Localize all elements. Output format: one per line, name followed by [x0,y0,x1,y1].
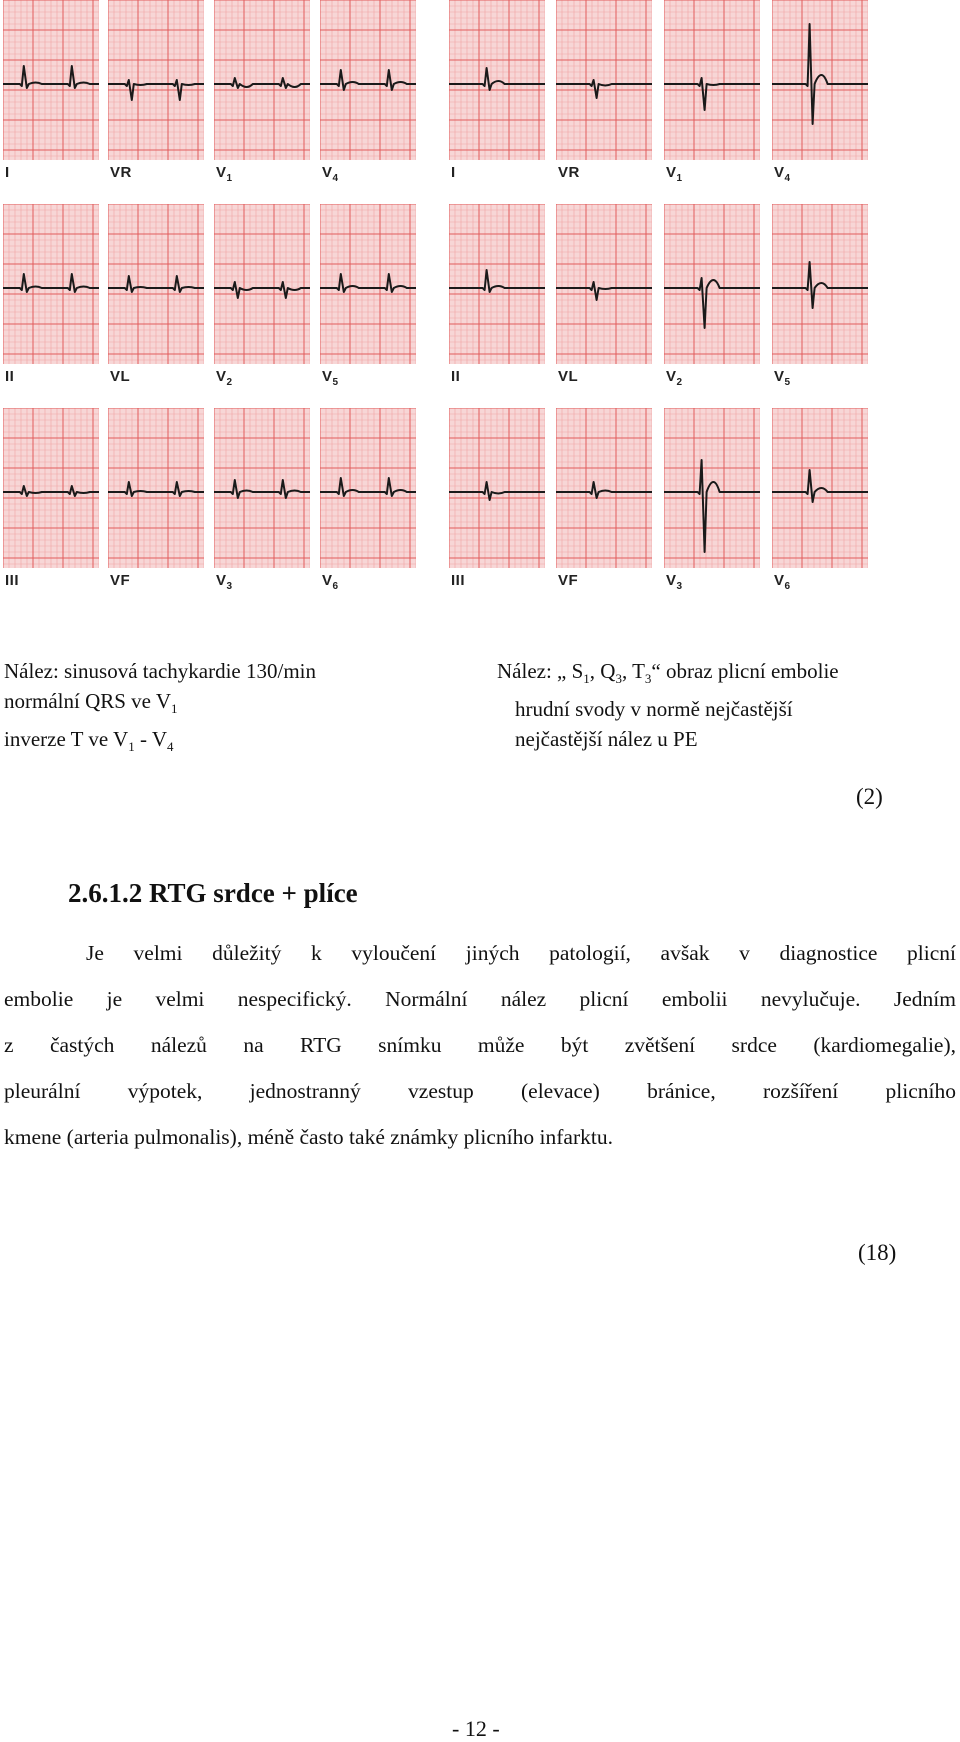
ecg-lead-i [449,0,545,160]
caption-left-line1: Nález: sinusová tachykardie 130/min [4,659,316,683]
ecg-lead-label: $V_3$ [666,572,683,592]
ecg-lead-v3 [214,408,310,568]
ecg-grid [664,0,760,160]
ecg-lead-label: VR [558,164,580,181]
ecg-grid [449,408,545,568]
body-paragraph [4,930,956,1160]
paragraph-line: embolie je velmi nespecifický. Normální nález plicní embolii nevylučuje. Jedním [4,987,956,1011]
ecg-lead-label: $V_2$ [666,368,683,388]
ecg-grid [320,0,416,160]
ecg-lead-label: VL [110,368,131,385]
ecg-lead-ii [449,204,545,364]
ecg-lead-v5 [320,204,416,364]
ecg-lead-label: $V_5$ [322,368,339,388]
ecg-lead-vr [556,0,652,160]
ecg-grid [320,408,416,568]
ecg-lead-v1 [214,0,310,160]
ecg-lead-v2 [664,204,760,364]
paragraph-line: z častých nálezů na RTG snímku může být zvětšení srdce (kardiomegalie), [4,1033,956,1057]
caption-right-line2: hrudní svody v normě nejčastější [515,697,793,722]
ecg-lead-label: $V_2$ [216,368,233,388]
caption-left [4,656,316,762]
ecg-grid [664,408,760,568]
ecg-grid [108,408,204,568]
ecg-panel-right [446,0,960,662]
ecg-grid [3,204,99,364]
ecg-lead-vl [556,204,652,364]
ecg-lead-label: II [451,368,461,385]
ecg-lead-label: $V_3$ [216,572,233,592]
ecg-panel-left [0,0,420,662]
ecg-grid [772,204,868,364]
ecg-lead-v6 [320,408,416,568]
page-number: - 12 - [452,1716,500,1741]
ecg-lead-vf [556,408,652,568]
ecg-grid [556,204,652,364]
ecg-lead-i [3,0,99,160]
ecg-lead-label: VF [110,572,131,589]
ecg-grid [772,0,868,160]
ecg-lead-v1 [664,0,760,160]
ecg-grid [556,0,652,160]
ecg-lead-v3 [664,408,760,568]
ecg-lead-label: II [5,368,15,385]
caption-right-line1: Nález: „ $S_1$, $Q_3$, $T_3“$ obraz plicní embolie [497,659,839,687]
ecg-lead-label: $V_1$ [666,164,683,184]
ecg-grid [772,408,868,568]
ecg-lead-vl [108,204,204,364]
ecg-lead-label: $V_4$ [322,164,339,184]
ecg-grid [214,408,310,568]
section-heading: 2.6.1.2 RTG srdce + plíce [68,878,358,908]
ecg-lead-label: $V_4$ [774,164,791,184]
ecg-lead-label: $V_5$ [774,368,791,388]
ecg-grid [664,204,760,364]
ecg-lead-vf [108,408,204,568]
ecg-lead-label: III [451,572,466,589]
ecg-grid [214,0,310,160]
paragraph-line: Je velmi důležitý k vyloučení jiných patologií, avšak v diagnostice plicní [86,941,956,965]
ecg-grid [3,408,99,568]
ecg-lead-label: VR [110,164,132,181]
ecg-lead-iii [3,408,99,568]
ecg-grid [214,204,310,364]
ecg-grid [320,204,416,364]
ecg-grid [556,408,652,568]
ecg-grid [108,0,204,160]
ecg-lead-v2 [214,204,310,364]
caption-left-line3: inverze T ve $V_1 - V_4$ [4,727,174,755]
ecg-lead-vr [108,0,204,160]
ecg-grid [449,204,545,364]
ecg-lead-label: VL [558,368,579,385]
ecg-lead-label: $V_6$ [322,572,339,592]
ecg-lead-label: $V_6$ [774,572,791,592]
ecg-grid [449,0,545,160]
ecg-lead-label: I [5,164,10,181]
reference-2: (2) [856,784,883,809]
ecg-grid [108,204,204,364]
caption-right [497,656,839,754]
ecg-lead-v4 [320,0,416,160]
ecg-lead-label: III [5,572,20,589]
reference-18: (18) [858,1240,897,1265]
ecg-lead-v5 [772,204,868,364]
caption-left-line2: normální QRS ve $V_1$ [4,689,178,717]
paragraph-line: pleurální výpotek, jednostranný vzestup (elevace) bránice, rozšíření plicního [4,1079,956,1103]
ecg-grid [3,0,99,160]
ecg-lead-v4 [772,0,868,160]
ecg-lead-label: I [451,164,456,181]
ecg-lead-v6 [772,408,868,568]
paragraph-line: kmene (arteria pulmonalis), méně často také známky plicního infarktu. [4,1125,613,1149]
caption-right-line3: nejčastější nález u PE [515,727,698,752]
ecg-lead-ii [3,204,99,364]
ecg-lead-label: VF [558,572,579,589]
ecg-lead-iii [449,408,545,568]
ecg-lead-label: $V_1$ [216,164,233,184]
